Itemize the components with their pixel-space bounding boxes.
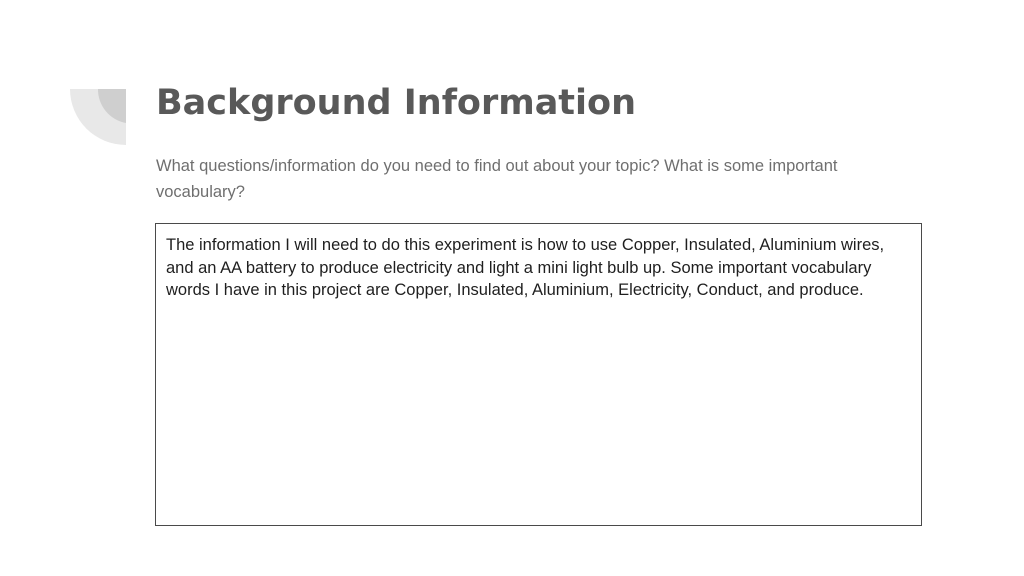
answer-text: The information I will need to do this experiment is how to use Copper, Insulated, Aluminium wires, and an AA battery to produce electricity and light a mini light bulb up. Some important vocabulary words I have in this project are Copper, Insulated, Aluminium, Electricity, Conduct, and produce. — [166, 236, 885, 299]
slide-title: Background Information — [156, 83, 637, 123]
answer-text-box[interactable] — [155, 223, 922, 526]
quarter-circle-shape — [70, 89, 126, 145]
slide-prompt: What questions/information do you need to find out about your topic? What is some important vocabulary? — [156, 157, 838, 201]
